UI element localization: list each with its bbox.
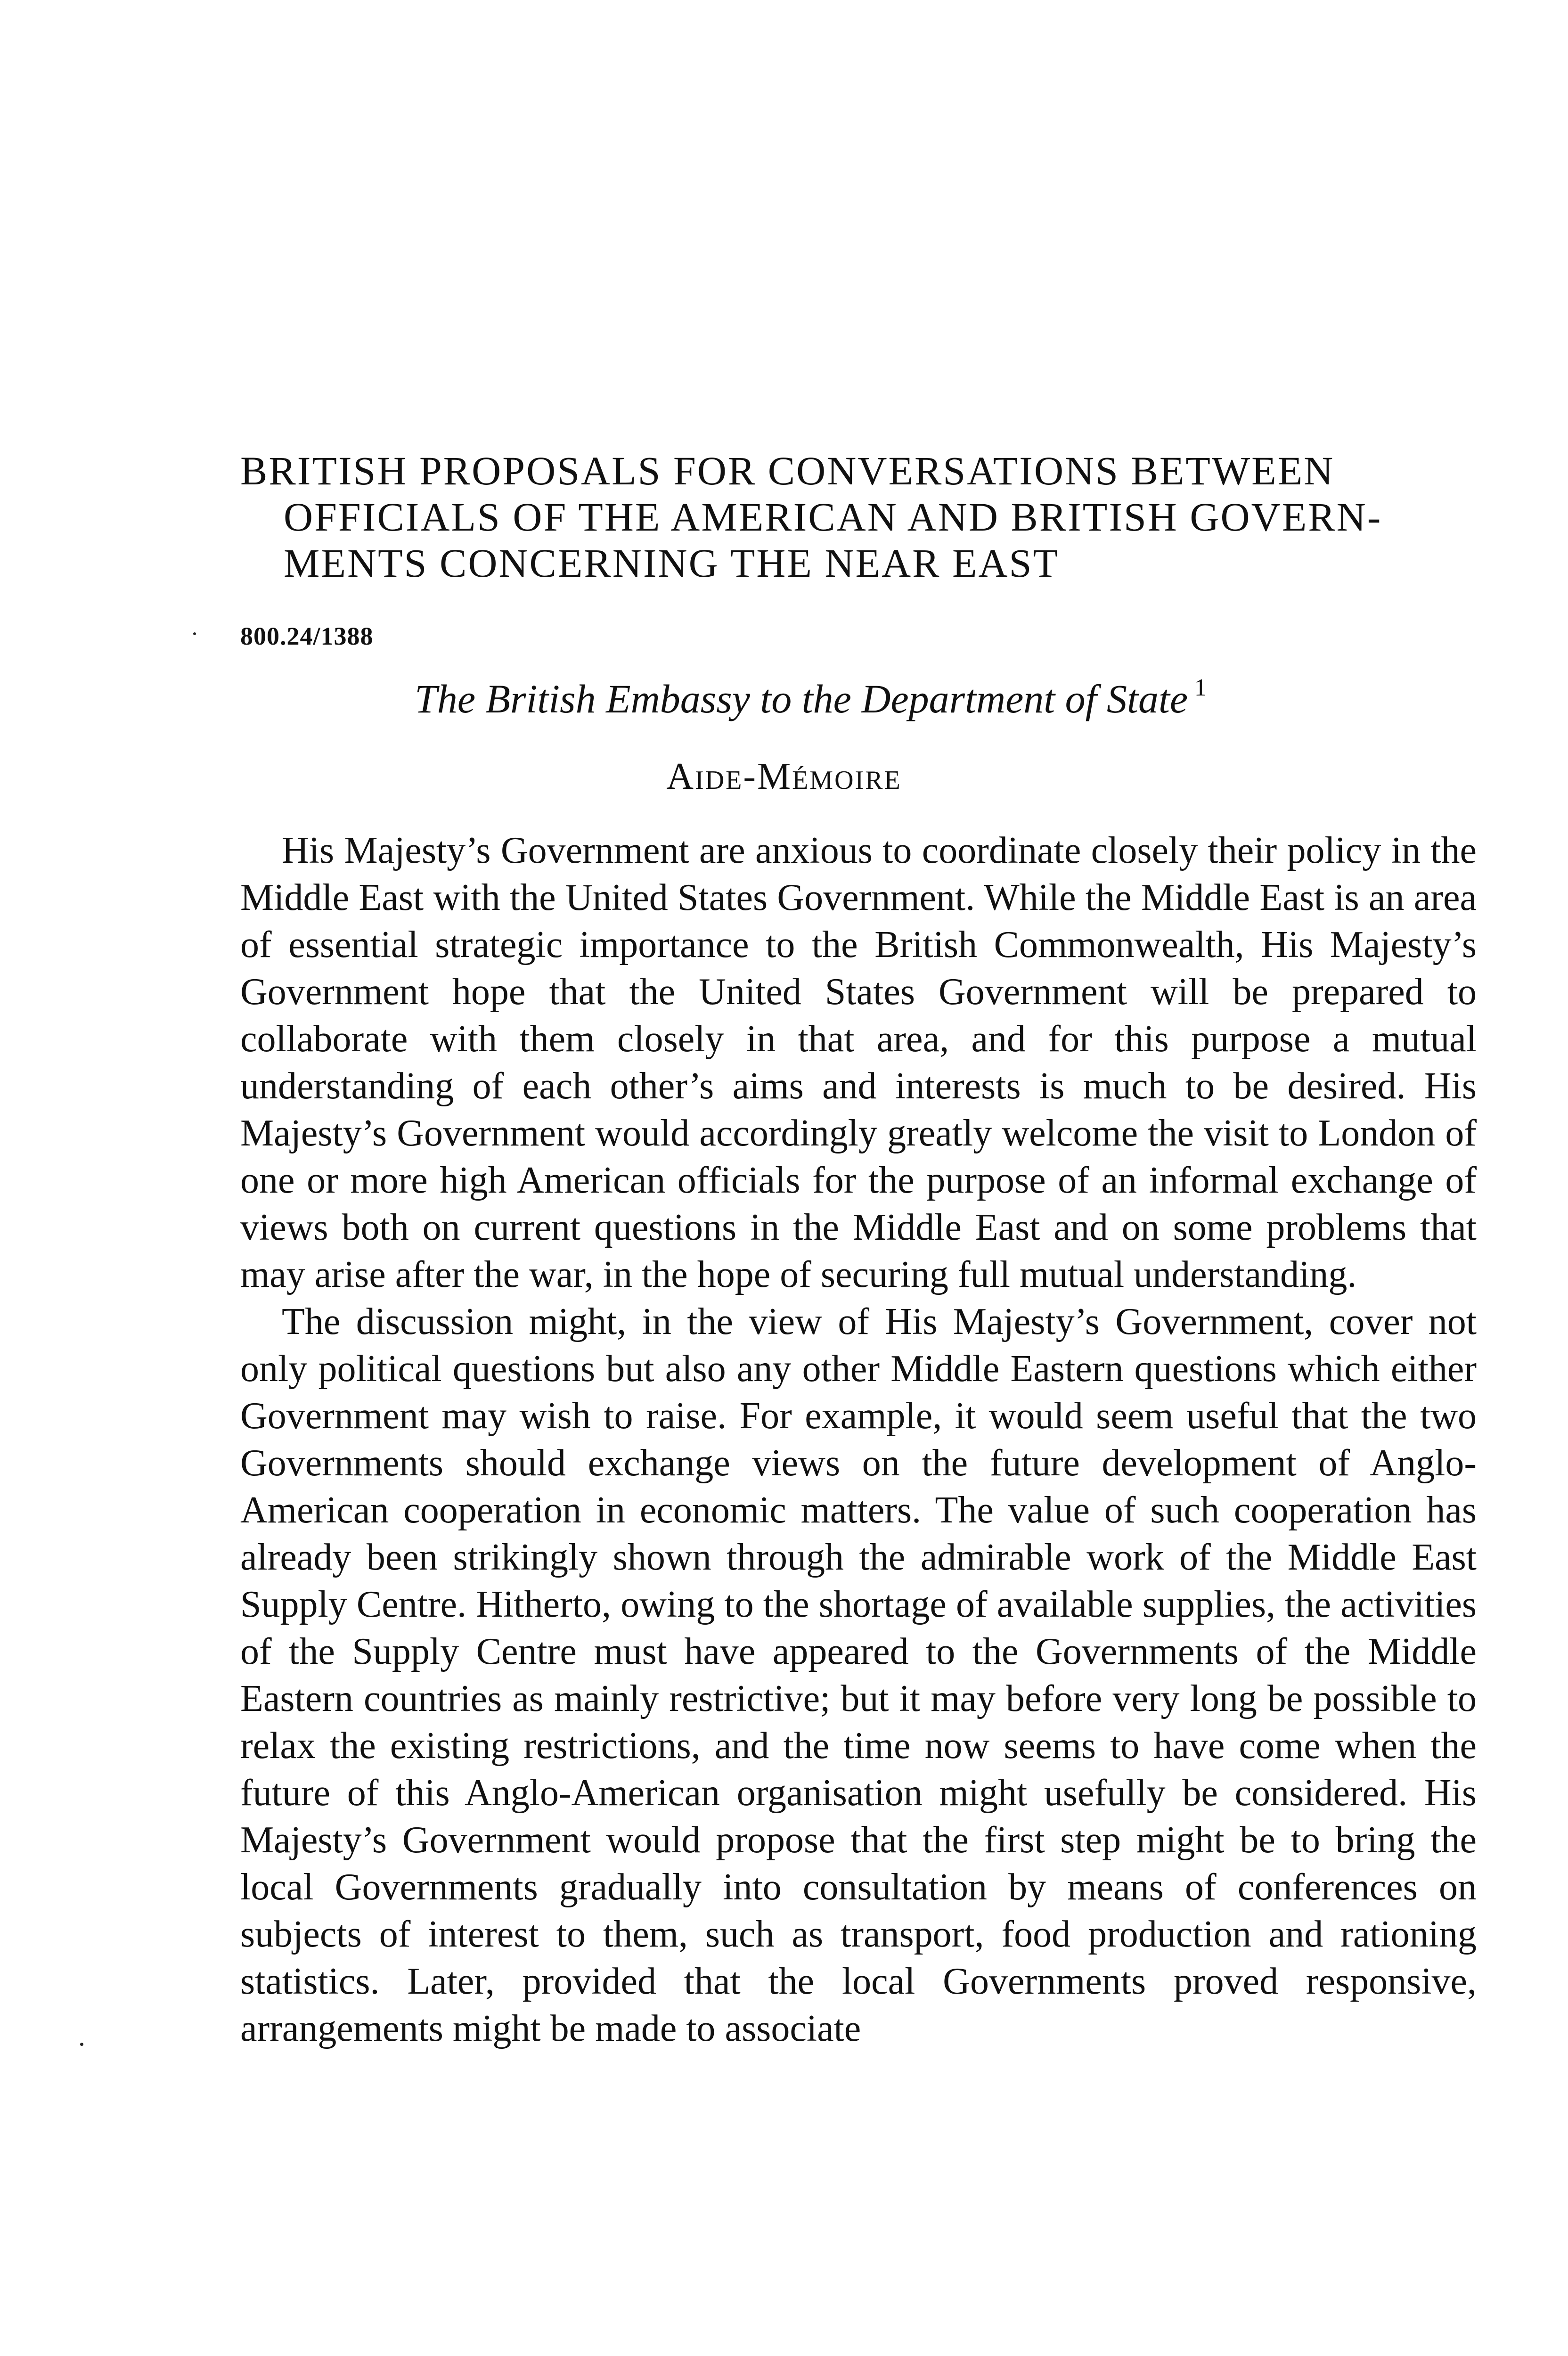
heading-line-2: OFFICIALS OF THE AMERICAN AND BRITISH GOVERN- <box>284 494 1382 540</box>
footnote-reference: 1 <box>1194 674 1207 701</box>
document-title: The British Embassy to the Department of State <box>415 676 1188 721</box>
document-title-line <box>415 664 1207 722</box>
scan-speck <box>193 632 196 635</box>
document-heading <box>240 448 1512 586</box>
heading-line-3: MENTS CONCERNING THE NEAR EAST <box>284 540 1059 586</box>
paragraph-1: His Majesty’s Government are anxious to coordinate closely their policy in the Middle East with the United States Government. While the Middle East is an area of essential strategic importance to the British Commonwealth, His Majesty’s Government hope that the United States Government will be prepared to collaborate with them closely in that area, and for this purpose a mutual understanding of each other’s aims and interests is much to be desired. His Majesty’s Government would accordingly greatly welcome the visit to London of one or more high American officials for the purpose of an informal exchange of views both on current questions in the Middle East and on some problems that may arise after the war, in the hope of securing full mutual understanding. <box>240 830 1477 1295</box>
scan-speck <box>80 2043 83 2046</box>
body-text <box>240 827 1477 2052</box>
document-type: Aide-Mémoire <box>666 756 902 797</box>
paragraph-2: The discussion might, in the view of His Majesty’s Government, cover not only political questions but also any other Middle Eastern questions which either Government may wish to raise. For example, it would seem useful that the two Governments should exchange views on the future development of Anglo-American cooperation in economic matters. The value of such cooperation has already been strikingly shown through the admirable work of the Middle East Supply Centre. Hitherto, owing to the shortage of available supplies, the activities of the Supply Centre must have appeared to the Governments of the Middle Eastern countries as mainly restrictive; but it may before very long be possible to relax the existing restrictions, and the time now seems to have come when the future of this Anglo-American organisation might usefully be considered. His Majesty’s Government would propose that the first step might be to bring the local Governments gradually into consultation by means of conferences on subjects of interest to them, such as transport, food production and rationing statistics. Later, provided that the local Governments proved responsive, arrangements might be made to associate <box>240 1301 1477 2049</box>
heading-line-1: BRITISH PROPOSALS FOR CONVERSATIONS BETWEEN <box>240 448 1335 493</box>
file-number: 800.24/1388 <box>240 622 374 650</box>
